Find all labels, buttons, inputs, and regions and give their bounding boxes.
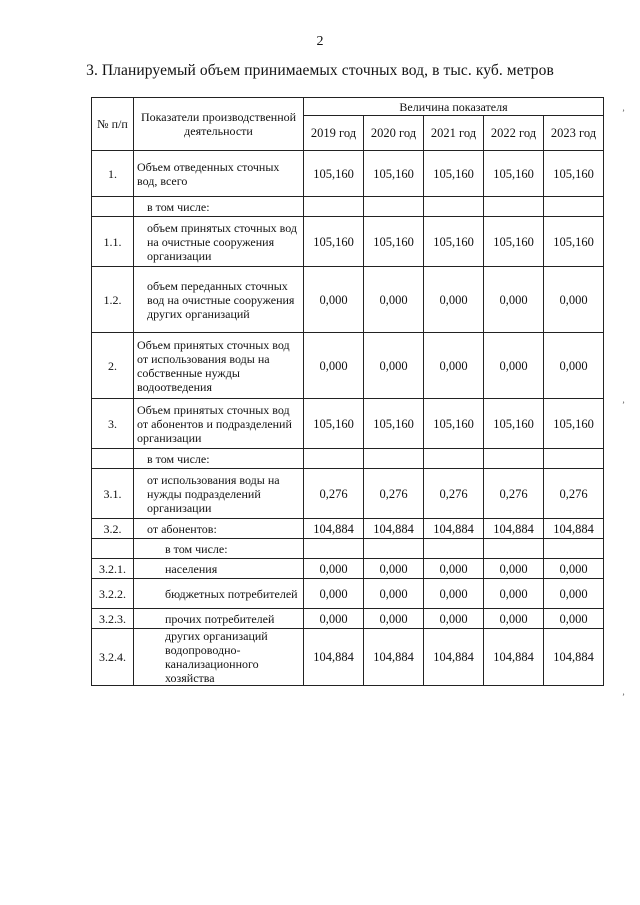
row-number: 3.2.4. (92, 629, 134, 686)
table-row (92, 559, 604, 579)
row-value-2021: 104,884 (424, 629, 484, 686)
header-year: 2019 год (304, 116, 364, 151)
row-indicator-label: Объем принятых сточных вод от использования воды на собственные нужды водоотведения (137, 337, 290, 394)
row-indicator-label: населения (165, 561, 218, 576)
header-num: № п/п (92, 98, 134, 151)
row-value-2023 (544, 449, 604, 469)
row-value-2020: 0,000 (364, 579, 424, 609)
row-indicator-label: бюджетных потребителей (165, 586, 298, 601)
row-value-2019: 0,276 (304, 469, 364, 519)
row-number: 3. (92, 399, 134, 449)
row-number: 1.1. (92, 217, 134, 267)
row-value-2019 (304, 197, 364, 217)
row-value-2019: 105,160 (304, 399, 364, 449)
row-value-2021: 0,000 (424, 333, 484, 399)
row-value-2020: 105,160 (364, 151, 424, 197)
row-indicator-cell (134, 519, 304, 539)
table-row (92, 151, 604, 197)
row-value-2019: 0,000 (304, 333, 364, 399)
row-value-2020: 0,000 (364, 267, 424, 333)
table-row (92, 217, 604, 267)
row-number: 2. (92, 333, 134, 399)
row-indicator-cell (134, 539, 304, 559)
row-indicator-label: Объем принятых сточных вод от абонентов и подразделений организации (137, 402, 292, 445)
row-value-2022: 0,000 (484, 333, 544, 399)
row-value-2021: 105,160 (424, 151, 484, 197)
row-value-2021 (424, 197, 484, 217)
row-value-2022: 0,276 (484, 469, 544, 519)
row-number: 3.2.3. (92, 609, 134, 629)
row-indicator-label: от использования воды на нужды подразделений организации (147, 472, 280, 515)
row-indicator-label: объем переданных сточных вод на очистные сооружения других организаций (147, 278, 295, 321)
row-number: 1.2. (92, 267, 134, 333)
row-value-2021 (424, 539, 484, 559)
row-number: 3.2.2. (92, 579, 134, 609)
row-value-2023: 0,000 (544, 267, 604, 333)
row-value-2022: 105,160 (484, 399, 544, 449)
table-row (92, 539, 604, 559)
header-year: 2023 год (544, 116, 604, 151)
row-indicator-label: от абонентов: (147, 521, 217, 536)
row-value-2023: 0,000 (544, 579, 604, 609)
row-value-2020: 0,000 (364, 333, 424, 399)
row-value-2023: 0,000 (544, 333, 604, 399)
header-year: 2022 год (484, 116, 544, 151)
row-value-2021: 104,884 (424, 519, 484, 539)
row-value-2022: 0,000 (484, 609, 544, 629)
row-indicator-cell (134, 579, 304, 609)
row-indicator-cell (134, 399, 304, 449)
row-number (92, 539, 134, 559)
table-row (92, 197, 604, 217)
table-body (92, 151, 604, 686)
row-number: 3.1. (92, 469, 134, 519)
row-indicator-label: прочих потребителей (165, 611, 275, 626)
row-value-2019: 0,000 (304, 559, 364, 579)
row-indicator-cell (134, 267, 304, 333)
row-value-2020 (364, 539, 424, 559)
table-row (92, 449, 604, 469)
row-indicator-label: других организаций водопроводно-канализационного хозяйства (165, 629, 268, 685)
row-value-2023: 105,160 (544, 399, 604, 449)
section-title: 3. Планируемый объем принимаемых сточных вод, в тыс. куб. метров (86, 62, 554, 79)
table-row (92, 469, 604, 519)
row-value-2022: 104,884 (484, 629, 544, 686)
wastewater-volume-table (91, 97, 604, 686)
row-value-2021: 105,160 (424, 399, 484, 449)
row-indicator-label: Объем отведенных сточных вод, всего (137, 159, 280, 188)
row-indicator-cell (134, 449, 304, 469)
row-value-2019: 0,000 (304, 267, 364, 333)
row-value-2022: 0,000 (484, 579, 544, 609)
page-number: 2 (316, 34, 324, 49)
row-value-2022: 0,000 (484, 559, 544, 579)
row-value-2022 (484, 449, 544, 469)
row-indicator-cell (134, 559, 304, 579)
row-value-2023: 104,884 (544, 629, 604, 686)
row-value-2023: 0,000 (544, 609, 604, 629)
table-row (92, 399, 604, 449)
row-indicator-cell (134, 469, 304, 519)
row-value-2021: 0,276 (424, 469, 484, 519)
row-value-2023: 0,276 (544, 469, 604, 519)
row-indicator-cell (134, 629, 304, 686)
row-value-2021: 105,160 (424, 217, 484, 267)
row-indicator-cell (134, 217, 304, 267)
row-indicator-label: в том числе: (147, 451, 210, 466)
row-value-2020: 104,884 (364, 629, 424, 686)
row-value-2019: 105,160 (304, 151, 364, 197)
row-value-2022 (484, 539, 544, 559)
row-value-2023: 0,000 (544, 559, 604, 579)
row-number (92, 197, 134, 217)
row-value-2019 (304, 449, 364, 469)
row-value-2021: 0,000 (424, 267, 484, 333)
row-indicator-label: в том числе: (147, 199, 210, 214)
row-value-2021 (424, 449, 484, 469)
row-value-2023 (544, 539, 604, 559)
margin-mark: ʼ (622, 400, 625, 410)
row-indicator-label: в том числе: (165, 541, 228, 556)
header-year: 2020 год (364, 116, 424, 151)
row-indicator-cell (134, 197, 304, 217)
row-indicator-label: объем принятых сточных вод на очистные сооружения организации (147, 220, 297, 263)
row-value-2023: 104,884 (544, 519, 604, 539)
margin-mark: ʼ (622, 692, 625, 702)
row-value-2021: 0,000 (424, 579, 484, 609)
margin-mark: ʼ (622, 108, 625, 118)
row-value-2022: 0,000 (484, 267, 544, 333)
row-value-2019 (304, 539, 364, 559)
row-value-2020: 0,000 (364, 559, 424, 579)
row-value-2022 (484, 197, 544, 217)
row-value-2021: 0,000 (424, 609, 484, 629)
table-row (92, 333, 604, 399)
row-value-2023: 105,160 (544, 151, 604, 197)
table-row (92, 579, 604, 609)
row-value-2023: 105,160 (544, 217, 604, 267)
row-value-2019: 104,884 (304, 519, 364, 539)
header-indicator: Показатели производственной деятельности (134, 98, 304, 151)
row-value-2020: 105,160 (364, 399, 424, 449)
row-number (92, 449, 134, 469)
row-number: 1. (92, 151, 134, 197)
row-value-2020: 104,884 (364, 519, 424, 539)
table-row (92, 609, 604, 629)
row-value-2019: 0,000 (304, 609, 364, 629)
header-year: 2021 год (424, 116, 484, 151)
row-indicator-cell (134, 151, 304, 197)
row-value-2020: 0,000 (364, 609, 424, 629)
row-value-2020: 105,160 (364, 217, 424, 267)
row-value-2021: 0,000 (424, 559, 484, 579)
row-value-2019: 0,000 (304, 579, 364, 609)
table-row (92, 629, 604, 686)
row-value-2020: 0,276 (364, 469, 424, 519)
row-value-2019: 104,884 (304, 629, 364, 686)
table-row (92, 267, 604, 333)
row-value-2022: 105,160 (484, 151, 544, 197)
row-indicator-cell (134, 333, 304, 399)
row-number: 3.2.1. (92, 559, 134, 579)
table-row (92, 519, 604, 539)
row-value-2020 (364, 449, 424, 469)
row-value-2020 (364, 197, 424, 217)
row-indicator-cell (134, 609, 304, 629)
row-value-2022: 104,884 (484, 519, 544, 539)
row-value-2023 (544, 197, 604, 217)
row-value-2022: 105,160 (484, 217, 544, 267)
header-value-group: Величина показателя (304, 98, 604, 116)
row-number: 3.2. (92, 519, 134, 539)
row-value-2019: 105,160 (304, 217, 364, 267)
